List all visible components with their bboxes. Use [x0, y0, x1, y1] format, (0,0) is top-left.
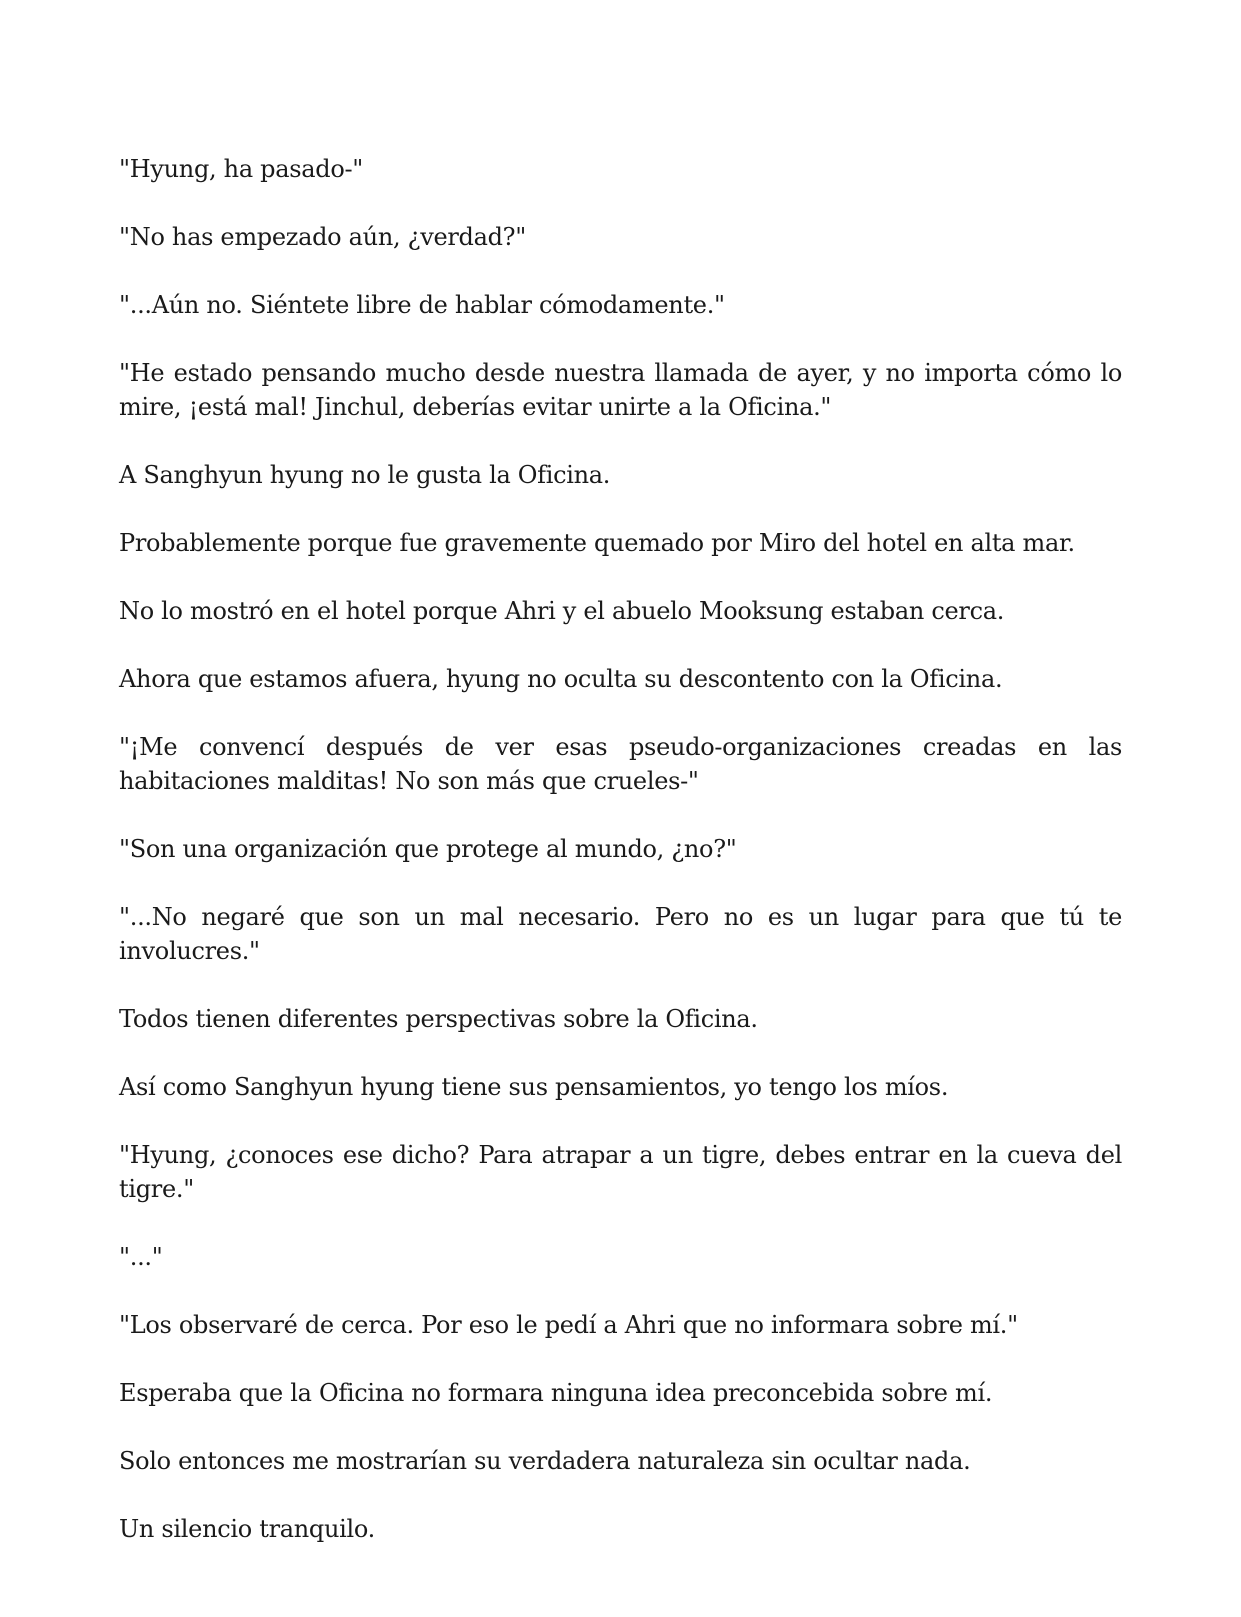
paragraph: Probablemente porque fue gravemente quemado por Miro del hotel en alta mar. [119, 529, 1075, 557]
paragraph: "...No negaré que son un mal necesario. Pero no es un lugar para que tú te involucres." [119, 903, 1122, 965]
paragraph: "Los observaré de cerca. Por eso le pedí a Ahri que no informara sobre mí." [119, 1311, 1018, 1339]
paragraph: No lo mostró en el hotel porque Ahri y el abuelo Mooksung estaban cerca. [119, 597, 1005, 625]
paragraph: Solo entonces me mostrarían su verdadera naturaleza sin ocultar nada. [119, 1447, 971, 1475]
paragraph: "¡Me convencí después de ver esas pseudo-organizaciones creadas en las habitaciones malditas! No son más que crueles-" [119, 733, 1122, 795]
paragraph: Esperaba que la Oficina no formara ninguna idea preconcebida sobre mí. [119, 1379, 993, 1407]
document-body [119, 152, 1122, 1546]
paragraph: "He estado pensando mucho desde nuestra llamada de ayer, y no importa cómo lo mire, ¡está mal! Jinchul, deberías evitar unirte a la Oficina." [119, 359, 1122, 421]
paragraph: "..." [119, 1243, 163, 1271]
paragraph: Un silencio tranquilo. [119, 1515, 375, 1543]
paragraph: "Hyung, ¿conoces ese dicho? Para atrapar a un tigre, debes entrar en la cueva del tigre." [119, 1141, 1122, 1203]
paragraph: Ahora que estamos afuera, hyung no oculta su descontento con la Oficina. [119, 665, 1003, 693]
paragraph: "Hyung, ha pasado-" [119, 155, 364, 183]
paragraph: "...Aún no. Siéntete libre de hablar cómodamente." [119, 291, 725, 319]
paragraph: "Son una organización que protege al mundo, ¿no?" [119, 835, 737, 863]
paragraph: "No has empezado aún, ¿verdad?" [119, 223, 526, 251]
paragraph: Así como Sanghyun hyung tiene sus pensamientos, yo tengo los míos. [119, 1073, 949, 1101]
paragraph: Todos tienen diferentes perspectivas sobre la Oficina. [119, 1005, 758, 1033]
paragraph: A Sanghyun hyung no le gusta la Oficina. [119, 461, 611, 489]
